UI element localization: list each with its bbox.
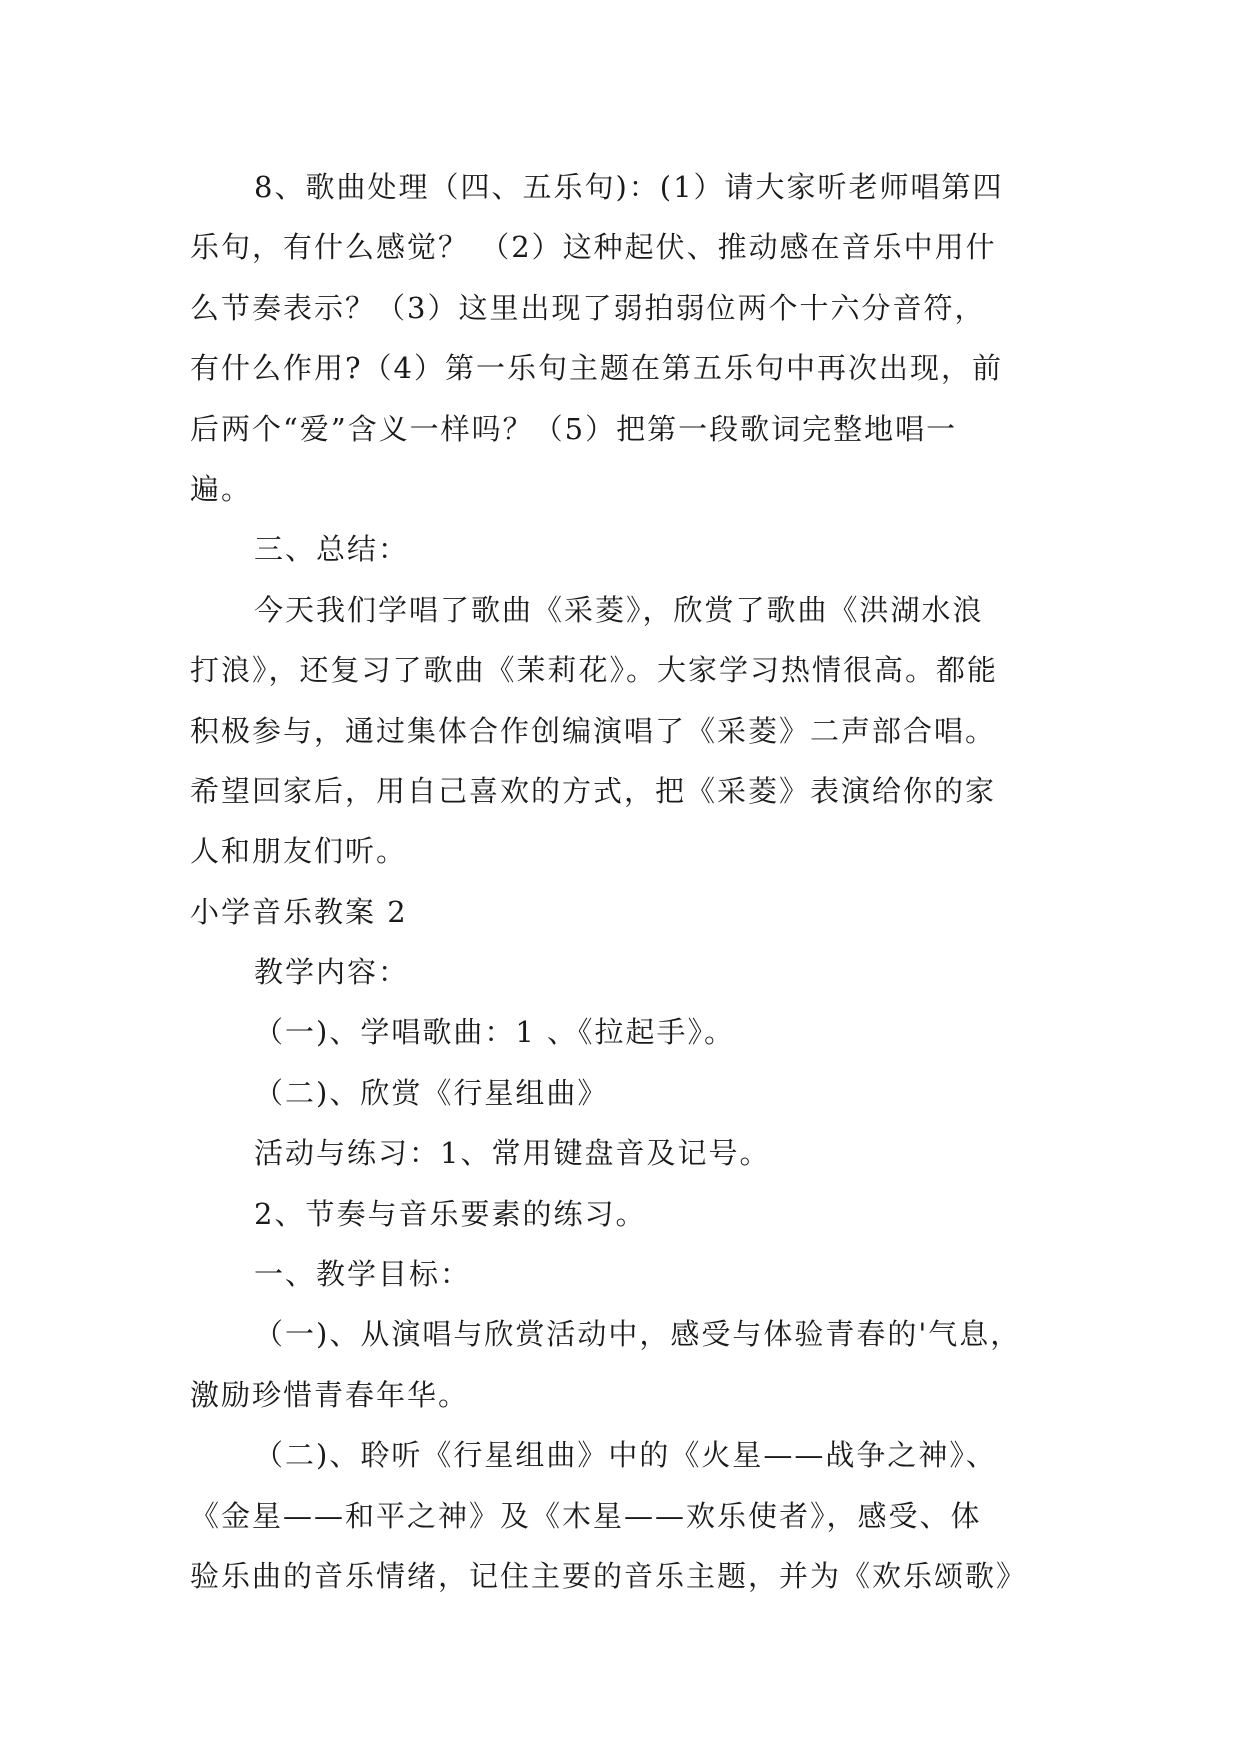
- paragraph-line: 么节奏表示？（3）这里出现了弱拍弱位两个十六分音符，: [190, 290, 986, 325]
- list-item: （一)、学唱歌曲：1 、《拉起手》。: [254, 1015, 735, 1050]
- list-item: （一)、从演唱与欣赏活动中，感受与体验青春的'气息，: [254, 1317, 1022, 1352]
- paragraph-line: 积极参与，通过集体合作创编演唱了《采菱》二声部合唱。: [190, 713, 997, 748]
- paragraph-line: 今天我们学唱了歌曲《采菱》，欣赏了歌曲《洪湖水浪: [254, 592, 984, 627]
- list-item: （二)、欣赏《行星组曲》: [254, 1075, 609, 1110]
- paragraph-line: 人和朋友们听。: [190, 834, 408, 869]
- paragraph-line: 验乐曲的音乐情绪，记住主要的音乐主题，并为《欢乐颂歌》: [190, 1558, 1028, 1593]
- paragraph-line: 2、节奏与音乐要素的练习。: [254, 1196, 647, 1231]
- paragraph-line: 激励珍惜青春年华。: [190, 1377, 470, 1412]
- paragraph-line: 8、歌曲处理（四、五乐句)：(1）请大家听老师唱第四: [254, 170, 1004, 204]
- paragraph-line: 有什么作用?（4）第一乐句主题在第五乐句中再次出现，前: [190, 351, 1003, 386]
- paragraph-line: 后两个“爱”含义一样吗？（5）把第一段歌词完整地唱一: [190, 411, 958, 446]
- document-title: 小学音乐教案 2: [190, 894, 408, 929]
- document-body: [190, 157, 1090, 1606]
- section-heading: 教学内容：: [254, 955, 410, 990]
- paragraph-line: 活动与练习：1、常用键盘音及记号。: [254, 1136, 771, 1171]
- paragraph-line: 《金星——和平之神》及《木星——欢乐使者》，感受、体: [190, 1498, 982, 1533]
- section-heading: 一、教学目标：: [254, 1257, 472, 1292]
- paragraph-line: 希望回家后，用自己喜欢的方式，把《采菱》表演给你的家: [190, 773, 997, 808]
- paragraph-line: 打浪》，还复习了歌曲《茉莉花》。大家学习热情很高。都能: [190, 653, 999, 688]
- section-heading: 三、总结：: [254, 532, 410, 567]
- list-item: （二)、聆听《行星组曲》中的《火星——战争之神》、: [254, 1438, 997, 1473]
- paragraph-line: 遍。: [190, 471, 253, 506]
- paragraph-line: 乐句，有什么感觉？ （2）这种起伏、推动感在音乐中用什: [190, 230, 997, 265]
